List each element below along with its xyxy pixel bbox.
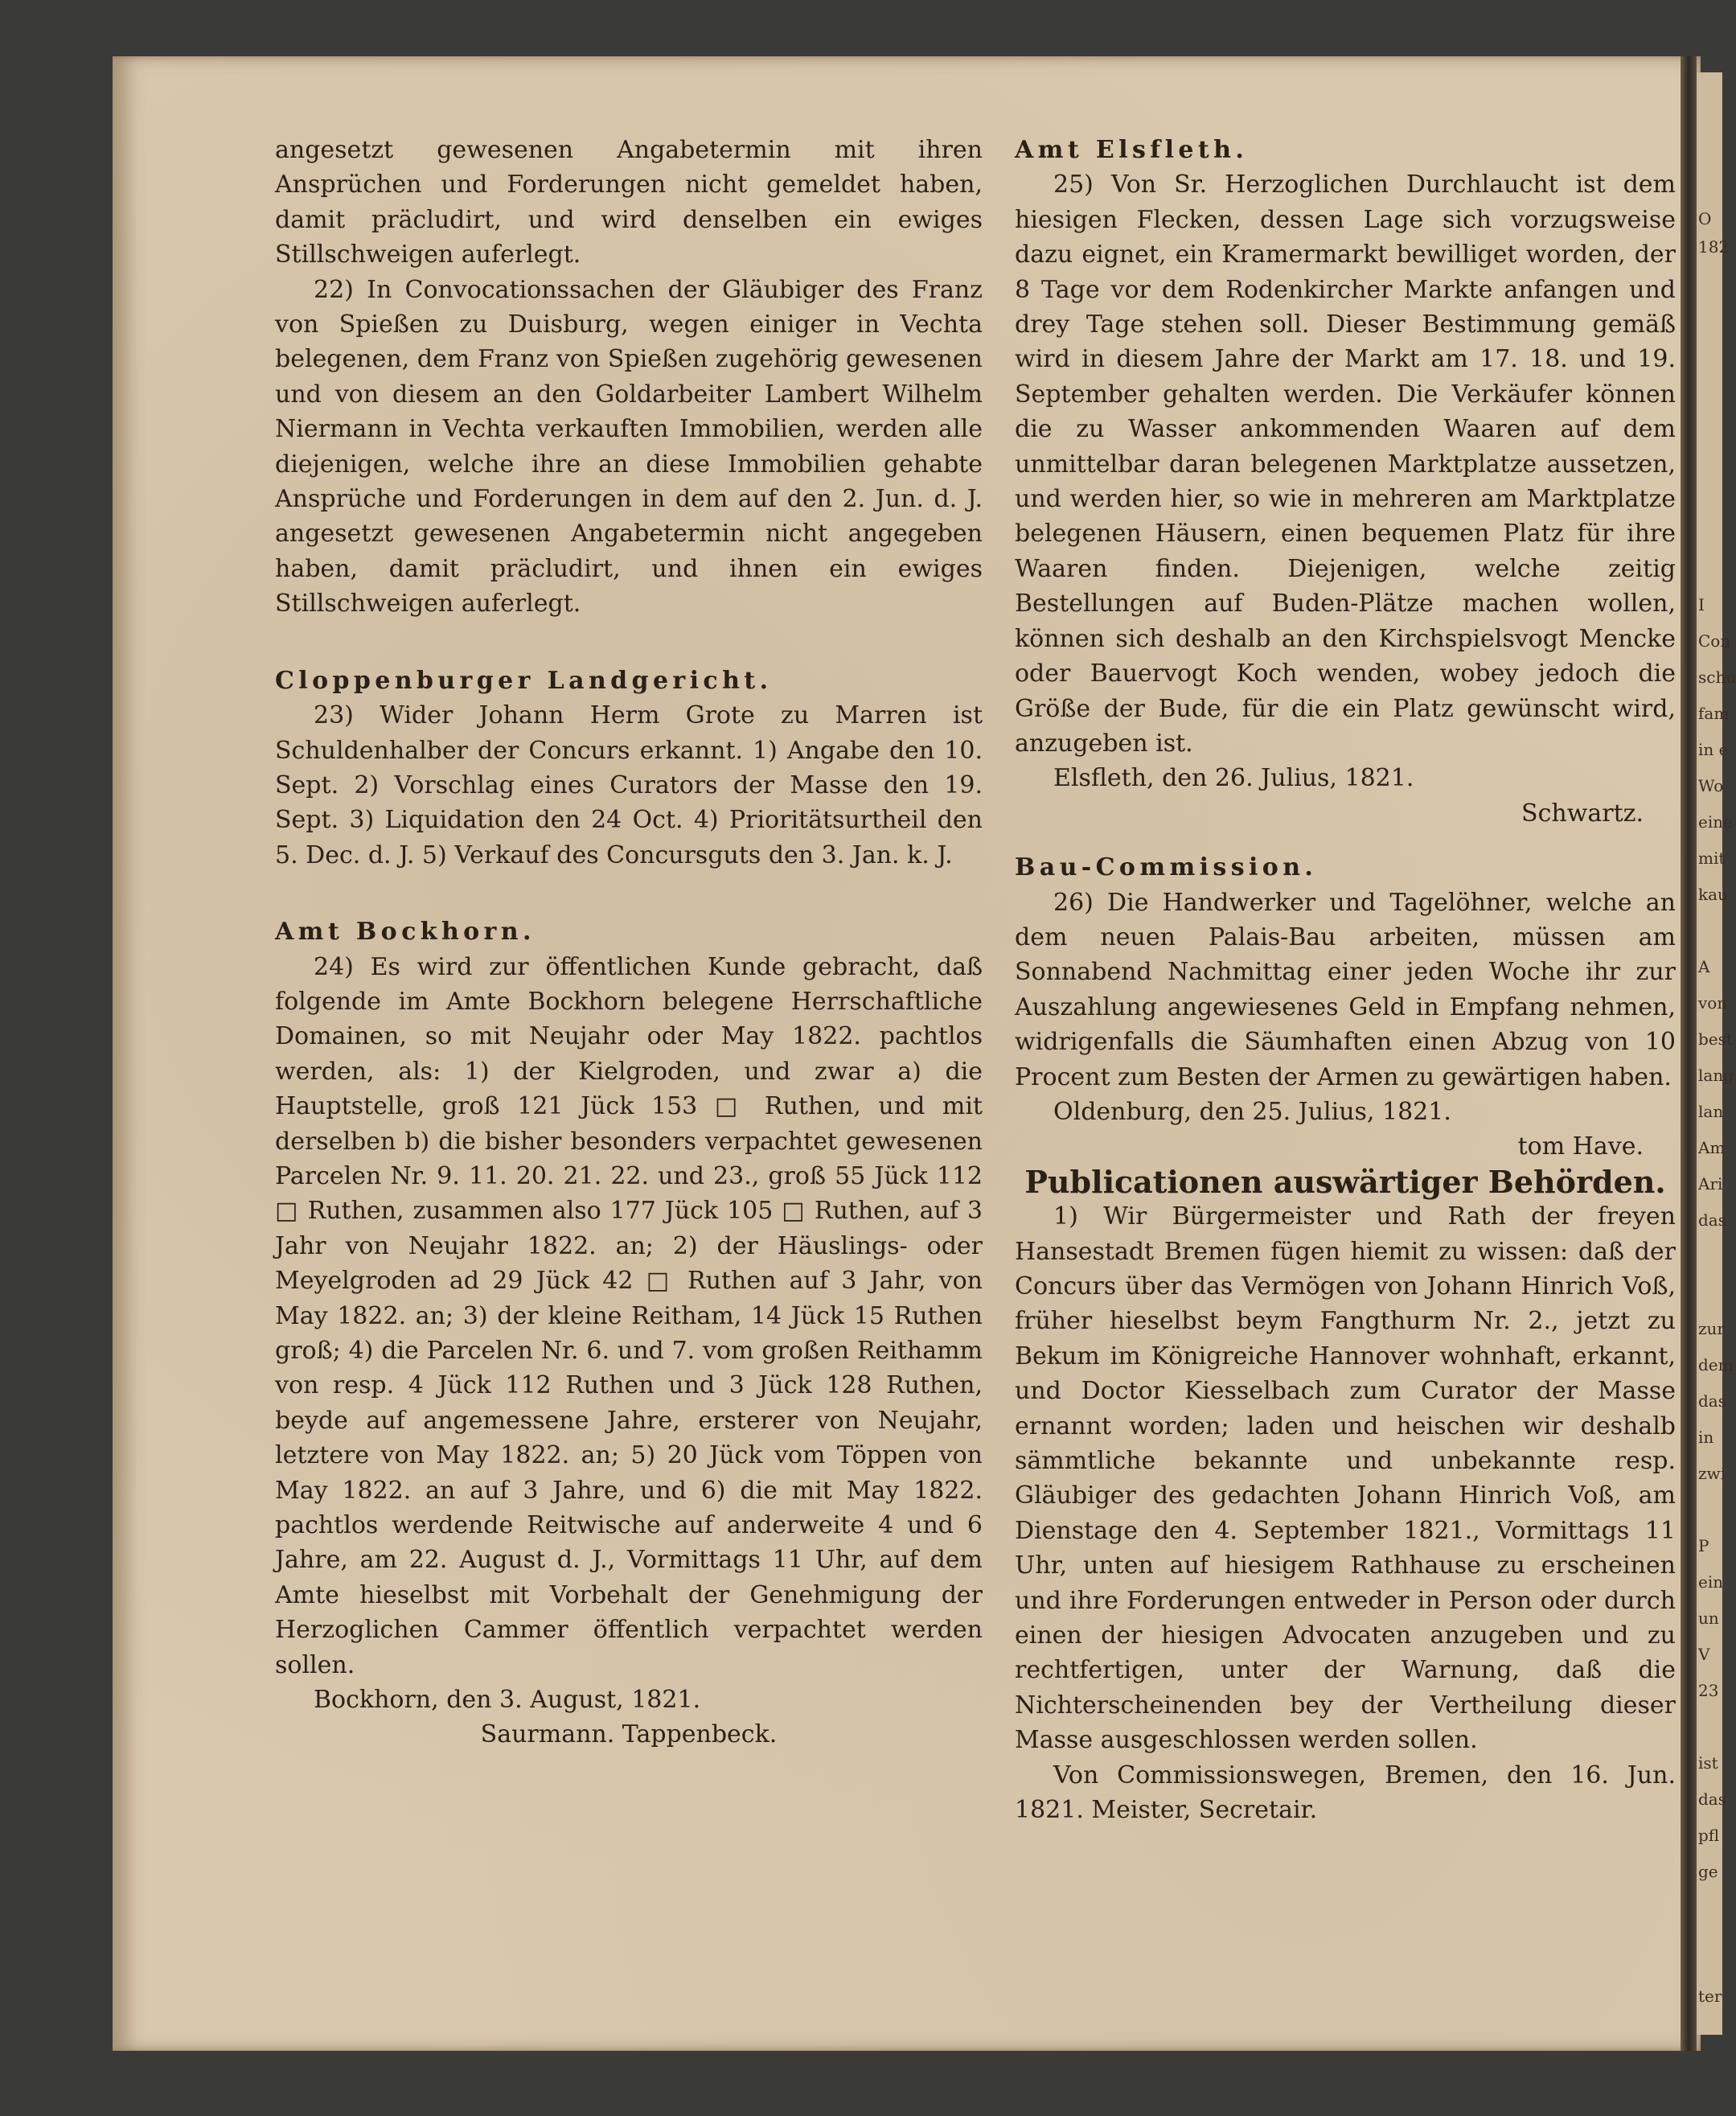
- fragment: das: [1698, 1391, 1726, 1411]
- fragment: best: [1698, 1029, 1733, 1049]
- fragment: ge: [1698, 1862, 1718, 1881]
- notice-25: 25) Von Sr. Herzoglichen Durchlaucht ist dem hiesigen Flecken, dessen Lage sich vorzugsweise dazu eignet, ein Kramermarkt bewilliget worden, der 8 Tage vor dem Rodenkircher Markte anfangen und drey Tage stehen soll. Dieser Bestimmung gemäß wird in diesem Jahre der Markt am 17. 18. und 19. September gehalten werden. Die Verkäufer können die zu Wasser ankommenden Waaren auf dem unmittelbar daran belegenen Marktplatze aussetzen, und werden hier, so wie in mehreren am Marktplatze belegenen Häusern, einen bequemen Platz für ihre Waaren finden. Diejenigen, welche zeitig Bestellungen auf Buden-Plätze machen wollen, können sich deshalb an den Kirchspielsvogt Mencke oder Bauervogt Koch wenden, wobey jedoch die Größe der Bude, für die ein Platz gewünscht wird, anzugeben ist.: [1015, 171, 1676, 758]
- fragment: Wo: [1698, 776, 1724, 795]
- signatures: Saurmann. Tappenbeck.: [480, 1720, 778, 1749]
- notice-24: 24) Es wird zur öffentlichen Kunde gebracht, daß folgende im Amte Bockhorn belegene Herrschaftliche Domainen, so mit Neujahr oder May 1822. pachtlos werden, als: 1) der Kielgroden, und zwar a) die Hauptstelle, groß 121 Jück 153 □ Ruthen, und mit derselben b) die bisher besonders verpachtet gewesenen Parcelen Nr. 9. 11. 20. 21. 22. und 23., groß 55 Jück 112 □ Ruthen, zusammen also 177 Jück 105 □ Ruthen, auf 3 Jahr von Neujahr 1822. an; 2) der Häuslings- oder Meyelgroden ad 29 Jück 42 □ Ruthen auf 3 Jahr, von May 1822. an; 3) der kleine Reitham, 14 Jück 15 Ruthen groß; 4) die Parcelen Nr. 6. und 7. vom großen Reithamm von resp. 4 Jück 112 Ruthen und 3 Jück 128 Ruthen, beyde auf angemessene Jahre, ersterer von Neujahr, letztere von May 1822. an; 5) 20 Jück vom Töppen von May 1822. an auf 3 Jahre, und 6) die mit May 1822. pachtlos werdende Reitwische auf anderweite 4 und 6 Jahre, am 22. August d. J., Vormittags 11 Uhr, auf dem Amte hieselbst mit Vorbehalt der Genehmigung der Herzoglichen Cammer öffentlich verpachtet werden sollen.: [275, 952, 983, 1679]
- fragment: P: [1698, 1536, 1709, 1555]
- fragment: pfl: [1698, 1826, 1720, 1845]
- next-page-edge: [1697, 72, 1736, 2035]
- left-column: [275, 133, 983, 1752]
- fragment: das: [1698, 1789, 1726, 1809]
- book-gutter: [1681, 56, 1697, 2051]
- fragment: 182: [1698, 237, 1730, 257]
- section-heading-bau: Bau-Commission.: [1015, 853, 1318, 882]
- fragment: dem: [1698, 1355, 1734, 1374]
- signature: tom Have.: [1517, 1132, 1644, 1161]
- fragment: mit: [1698, 848, 1726, 868]
- fragment: un: [1698, 1609, 1719, 1628]
- fragment: fam: [1698, 704, 1730, 723]
- fragment: schu: [1698, 668, 1736, 687]
- fragment: in e: [1698, 740, 1729, 759]
- fragment: ter: [1698, 1987, 1722, 2006]
- fragment: O: [1698, 209, 1712, 228]
- right-column: [1015, 133, 1676, 1828]
- fragment: V: [1698, 1645, 1710, 1664]
- notice-22: 22) In Convocationssachen der Gläubiger des Franz von Spießen zu Duisburg, wegen einiger in Vechta belegenen, dem Franz von Spießen zugehörig gewesenen und von diesem an den Goldarbeiter Lambert Wilhelm Niermann in Vechta verkauften Immobilien, werden alle diejenigen, welche ihre an diese Immobilien gehabte Ansprüche und Forderungen in dem auf den 2. Jun. d. J. angesetzt gewesenen Angabetermin nicht angegeben haben, damit präcludirt, und ihnen ein ewiges Stillschweigen auferlegt.: [275, 275, 983, 618]
- fragment: lan: [1698, 1102, 1724, 1121]
- place-date: Oldenburg, den 25. Julius, 1821.: [1053, 1097, 1451, 1126]
- fragment: zur: [1698, 1319, 1725, 1338]
- fragment: Con: [1698, 631, 1731, 651]
- fragment: von: [1698, 993, 1728, 1013]
- notice-publ-1: 1) Wir Bürgermeister und Rath der freyen Hansestadt Bremen fügen hiemit zu wissen: daß der Concurs über das Vermögen von Johann Hinrich Voß, früher hieselbst beym Fangthurm Nr. 2., jetzt zu Bekum im Königreiche Hannover wohnhaft, erkannt, und Doctor Kiesselbach zum Curator der Masse ernannt worden; laden und heischen wir deshalb sämmtliche bekannte und unbekannte resp. Gläubiger des gedachten Johann Hinrich Voß, am Dienstage den 4. September 1821., Vormittags 11 Uhr, unten auf hiesigem Rathhause zu erscheinen und ihre Forderungen entweder in Person oder durch einen der hiesigen Advocaten anzugeben und zu rechtfertigen, unter der Warnung, daß die Nichterscheinenden bey der Vertheilung dieser Masse ausgeschlossen werden sollen.: [1015, 1202, 1676, 1755]
- fragment: 23: [1698, 1681, 1719, 1700]
- notice-26: 26) Die Handwerker und Tagelöhner, welche an dem neuen Palais-Bau arbeiten, müssen am Sonnabend Nachmittag einer jeden Woche ihr zur Auszahlung angewiesenes Geld in Empfang nehmen, widrigenfalls die Säumhaften einen Abzug von 10 Procent zum Besten der Armen zu gewärtigen haben.: [1015, 888, 1676, 1091]
- fragment: Ari: [1698, 1174, 1723, 1194]
- closing-line: Von Commissionswegen, Bremen, den 16. Jun. 1821. Meister, Secretair.: [1015, 1761, 1676, 1825]
- fragment: ist: [1698, 1753, 1718, 1773]
- fragment: kau: [1698, 885, 1728, 904]
- fragment: ein: [1698, 1572, 1724, 1592]
- notice-23: 23) Wider Johann Herm Grote zu Marren ist Schuldenhalber der Concurs erkannt. 1) Angabe den 10. Sept. 2) Vorschlag eines Curators der Masse den 19. Sept. 3) Liquidation den 24 Oct. 4) Prioritätsurtheil den 5. Dec. d. J. 5) Verkauf des Concursguts den 3. Jan. k. J.: [275, 701, 983, 869]
- fragment: eine: [1698, 812, 1733, 832]
- fragment: lang: [1698, 1066, 1734, 1085]
- place-date: Bockhorn, den 3. August, 1821.: [314, 1686, 701, 1715]
- section-heading-elsfleth: Amt Elsfleth.: [1015, 136, 1249, 164]
- section-heading-cloppenburg: Cloppenburger Landgericht.: [275, 666, 773, 695]
- fragment: A: [1698, 957, 1710, 976]
- place-date: Elsfleth, den 26. Julius, 1821.: [1053, 764, 1414, 793]
- section-heading-publications: Publicationen auswärtiger Behörden.: [1024, 1163, 1666, 1200]
- fragment: zwi: [1698, 1464, 1726, 1483]
- paragraph-continuation: angesetzt gewesenen Angabetermin mit ihren Ansprüchen und Forderungen nicht gemeldet haben, damit präcludirt, und wird denselben ein ewiges Stillschweigen auferlegt.: [275, 136, 983, 269]
- fragment: I: [1698, 595, 1705, 614]
- fragment: in: [1698, 1428, 1714, 1447]
- section-heading-bockhorn: Amt Bockhorn.: [275, 918, 536, 947]
- signature: Schwartz.: [1521, 799, 1644, 828]
- fragment: Am: [1698, 1138, 1726, 1157]
- fragment: das: [1698, 1210, 1726, 1230]
